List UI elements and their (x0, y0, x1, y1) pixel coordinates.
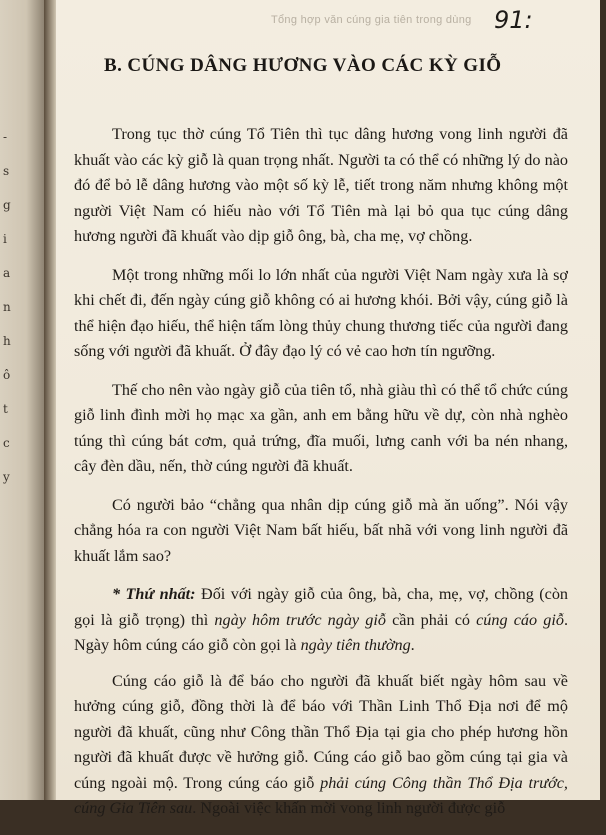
paragraph: Có người bảo “chẳng qua nhân dịp cúng giỗ mà ăn uống”. Nói vậy chẳng hóa ra con người Việt Nam bất hiếu, bất nhã với vong linh người đã khuất lắm sao? (74, 495, 568, 565)
italic-phrase: cúng cáo giỗ (476, 610, 564, 629)
text-run: Cúng cáo giỗ là để báo cho người đã khuất biết ngày hôm sau về hưởng cúng giỗ, đồng thời là để báo với Thần Linh Thổ Địa nơi để mộ người đã khuất, cũng như Công thần Thổ Địa tại gia cho phép hương hồn người đã khuất được về hưởng giỗ. Cúng cáo giỗ bao gồm cúng tại gia và cúng ngoài mộ. Trong cúng cáo giỗ (74, 671, 568, 792)
body-text (74, 122, 568, 835)
first-point-lead: * Thứ nhất: (112, 585, 196, 603)
text-run: . Ngoài việc khấn mời vong linh người được giỗ (192, 799, 506, 817)
book-page (56, 0, 600, 817)
first-point-paragraph (74, 582, 568, 659)
italic-phrase: ngày hôm trước ngày giỗ (214, 610, 386, 629)
facing-page (0, 0, 44, 800)
page-number: 91: (494, 6, 533, 34)
facing-page-text-fragments: - s g i a n h ô t c y (3, 130, 11, 484)
paragraph: Một trong những mối lo lớn nhất của người Việt Nam ngày xưa là sợ khi chết đi, đến ngày cúng giỗ không có ai hương khói. Bởi vậy, cúng giỗ là thể hiện đạo hiếu, thể hiện tấm lòng thủy chung thương tiếc của người đang sống với người đã khuất. Ở đây đạo lý có vẻ cao hơn tín ngưỡng. (74, 265, 568, 360)
paragraph: Thế cho nên vào ngày giỗ của tiên tổ, nhà giàu thì có thể tổ chức cúng giỗ linh đình mời họ mạc xa gần, anh em bằng hữu về dự, còn nhà nghèo túng thì cúng bát cơm, quả trứng, đĩa muối, lưng canh với ba nén nhang, cây đèn dầu, nến, thờ cúng người đã khuất. (74, 380, 568, 475)
paragraph: Trong tục thờ cúng Tổ Tiên thì tục dâng hương vong linh người đã khuất vào các kỳ giỗ là quan trọng nhất. Người ta có thể có những lý do nào đó để bỏ lễ dâng hương vào một số kỳ lễ, tiết trong năm nhưng không một người Việt Nam có hiếu nào với Tổ Tiên mà lại bỏ qua tục cúng dâng hương người đã khuất vào dịp giỗ ông, bà, cha mẹ, vợ chồng. (74, 125, 568, 245)
italic-phrase: phải cúng Công thần Thổ Địa trước, cúng Gia Tiên sau (74, 773, 568, 817)
running-head: Tổng hợp văn cúng gia tiên trong dùng (271, 14, 472, 26)
last-paragraph (74, 669, 568, 822)
text-run: . (410, 636, 415, 654)
text-run: cần phải có (385, 610, 477, 629)
text-run: Đối với ngày giỗ của ông, bà, cha, mẹ, vợ, chồng (còn gọi là giỗ trọng) thì (74, 585, 569, 629)
section-heading: B. CÚNG DÂNG HƯƠNG VÀO CÁC KỲ GIỖ (104, 55, 502, 76)
text-run: . Ngày hôm cúng cáo giỗ còn gọi là (74, 610, 568, 654)
italic-phrase: ngày tiên thường (300, 636, 411, 654)
